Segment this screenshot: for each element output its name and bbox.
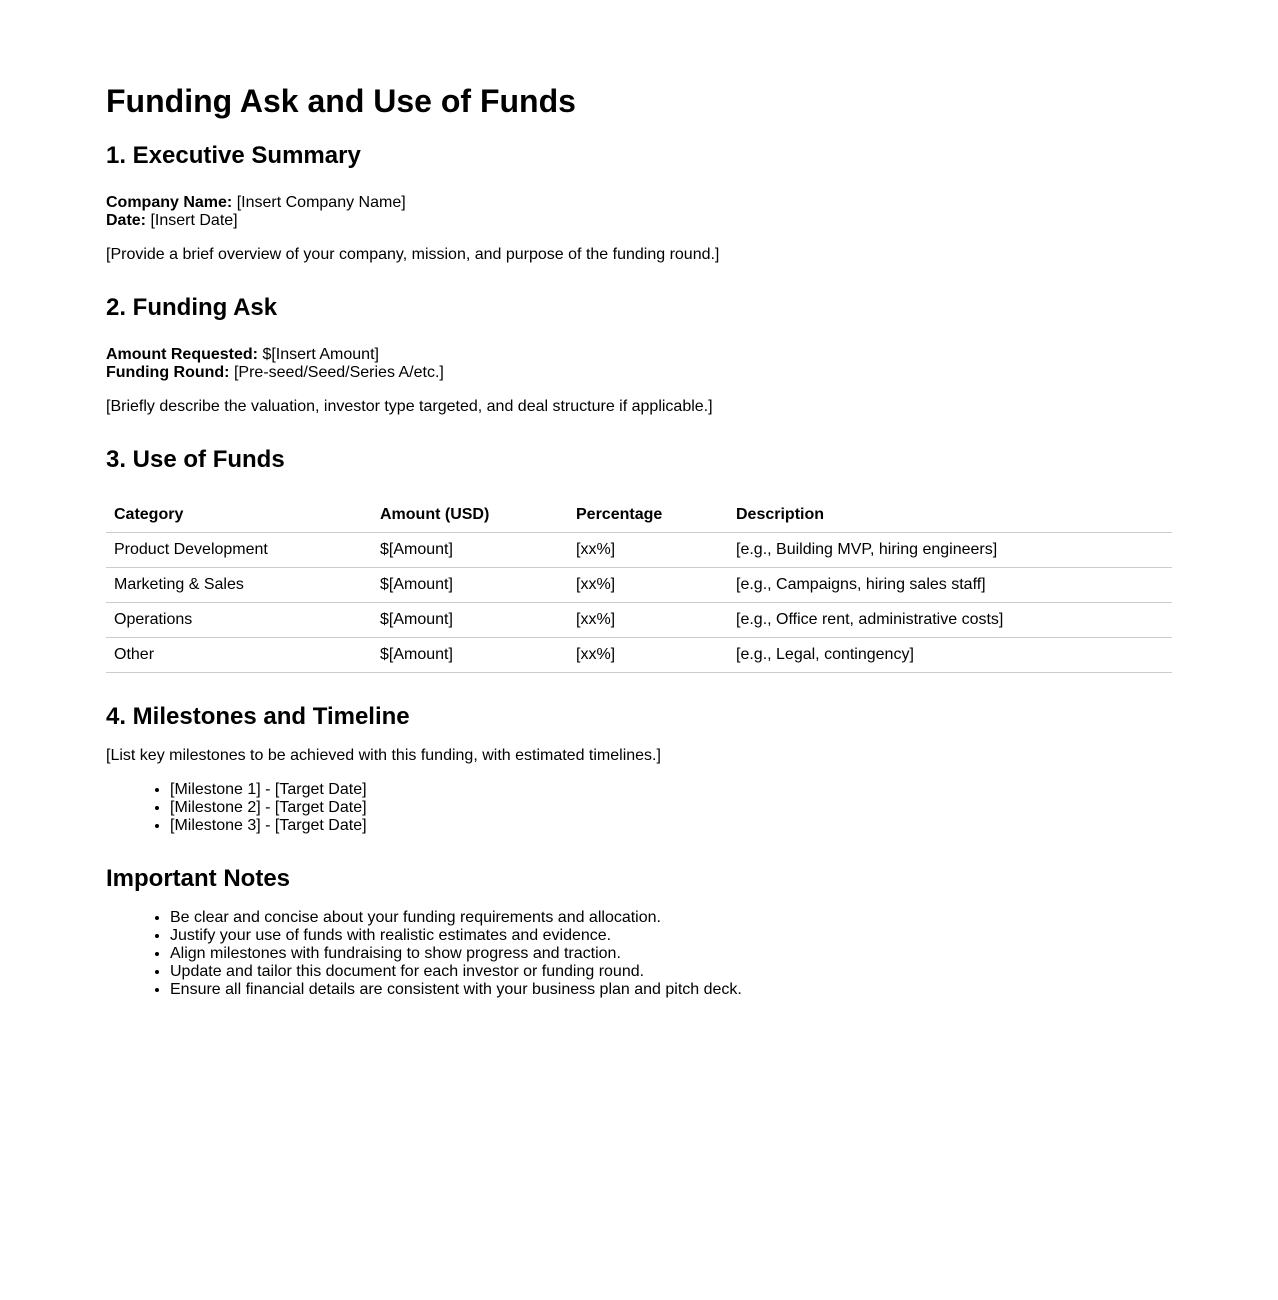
company-meta xyxy=(106,194,1172,230)
amount-requested-value: $[Insert Amount] xyxy=(262,346,379,363)
cell-description: [e.g., Office rent, administrative costs] xyxy=(728,603,1172,638)
section-heading-important-notes: Important Notes xyxy=(106,865,291,892)
list-item: • [Milestone 2] - [Target Date] xyxy=(170,799,1172,817)
table-row xyxy=(106,568,1172,603)
funding-round-label: Funding Round: xyxy=(106,364,230,381)
list-item: • Align milestones with fundraising to show progress and traction. xyxy=(170,945,1172,963)
date-label: Date: xyxy=(106,212,147,229)
funding-round-line xyxy=(106,364,1172,382)
cell-description: [e.g., Campaigns, hiring sales staff] xyxy=(728,568,1172,603)
table-row xyxy=(106,638,1172,673)
cell-category: Product Development xyxy=(106,533,372,568)
page-title: Funding Ask and Use of Funds xyxy=(106,83,576,119)
cell-category: Other xyxy=(106,638,372,673)
cell-percentage: [xx%] xyxy=(568,638,728,673)
list-item: • [Milestone 3] - [Target Date] xyxy=(170,817,1172,835)
cell-percentage: [xx%] xyxy=(568,568,728,603)
table-header-row xyxy=(106,498,1172,533)
column-header-amount: Amount (USD) xyxy=(372,498,568,533)
section-heading-executive-summary: 1. Executive Summary xyxy=(106,142,361,169)
list-item: • Update and tailor this document for each investor or funding round. xyxy=(170,963,1172,981)
company-name-value: [Insert Company Name] xyxy=(236,194,406,211)
section-heading-funding-ask: 2. Funding Ask xyxy=(106,294,278,321)
funding-round-value: [Pre-seed/Seed/Series A/etc.] xyxy=(233,364,444,381)
funding-ask-description: [Briefly describe the valuation, investor type targeted, and deal structure if applicable.] xyxy=(106,398,713,415)
section-heading-milestones: 4. Milestones and Timeline xyxy=(106,703,410,730)
list-item: • Justify your use of funds with realistic estimates and evidence. xyxy=(170,927,1172,945)
amount-requested-line xyxy=(106,346,1172,364)
company-name-line xyxy=(106,194,1172,212)
cell-category: Marketing & Sales xyxy=(106,568,372,603)
company-name-label: Company Name: xyxy=(106,194,233,211)
list-item: • Ensure all financial details are consistent with your business plan and pitch deck. xyxy=(170,981,1172,999)
cell-percentage: [xx%] xyxy=(568,603,728,638)
section-heading-use-of-funds: 3. Use of Funds xyxy=(106,446,285,473)
cell-percentage: [xx%] xyxy=(568,533,728,568)
milestones-intro: [List key milestones to be achieved with this funding, with estimated timelines.] xyxy=(106,747,661,764)
notes-list xyxy=(106,909,1172,999)
executive-overview: [Provide a brief overview of your company, mission, and purpose of the funding round.] xyxy=(106,246,720,263)
cell-description: [e.g., Building MVP, hiring engineers] xyxy=(728,533,1172,568)
funding-meta xyxy=(106,346,1172,382)
use-of-funds-table xyxy=(106,498,1172,673)
date-value: [Insert Date] xyxy=(150,212,238,229)
list-item: • Be clear and concise about your funding requirements and allocation. xyxy=(170,909,1172,927)
column-header-description: Description xyxy=(728,498,1172,533)
list-item: • [Milestone 1] - [Target Date] xyxy=(170,781,1172,799)
cell-category: Operations xyxy=(106,603,372,638)
milestones-list xyxy=(106,781,1172,835)
date-line xyxy=(106,212,1172,230)
cell-amount: $[Amount] xyxy=(372,533,568,568)
cell-amount: $[Amount] xyxy=(372,603,568,638)
cell-amount: $[Amount] xyxy=(372,568,568,603)
table-row xyxy=(106,533,1172,568)
cell-amount: $[Amount] xyxy=(372,638,568,673)
column-header-category: Category xyxy=(106,498,372,533)
cell-description: [e.g., Legal, contingency] xyxy=(728,638,1172,673)
amount-requested-label: Amount Requested: xyxy=(106,346,258,363)
table-row xyxy=(106,603,1172,638)
column-header-percentage: Percentage xyxy=(568,498,728,533)
